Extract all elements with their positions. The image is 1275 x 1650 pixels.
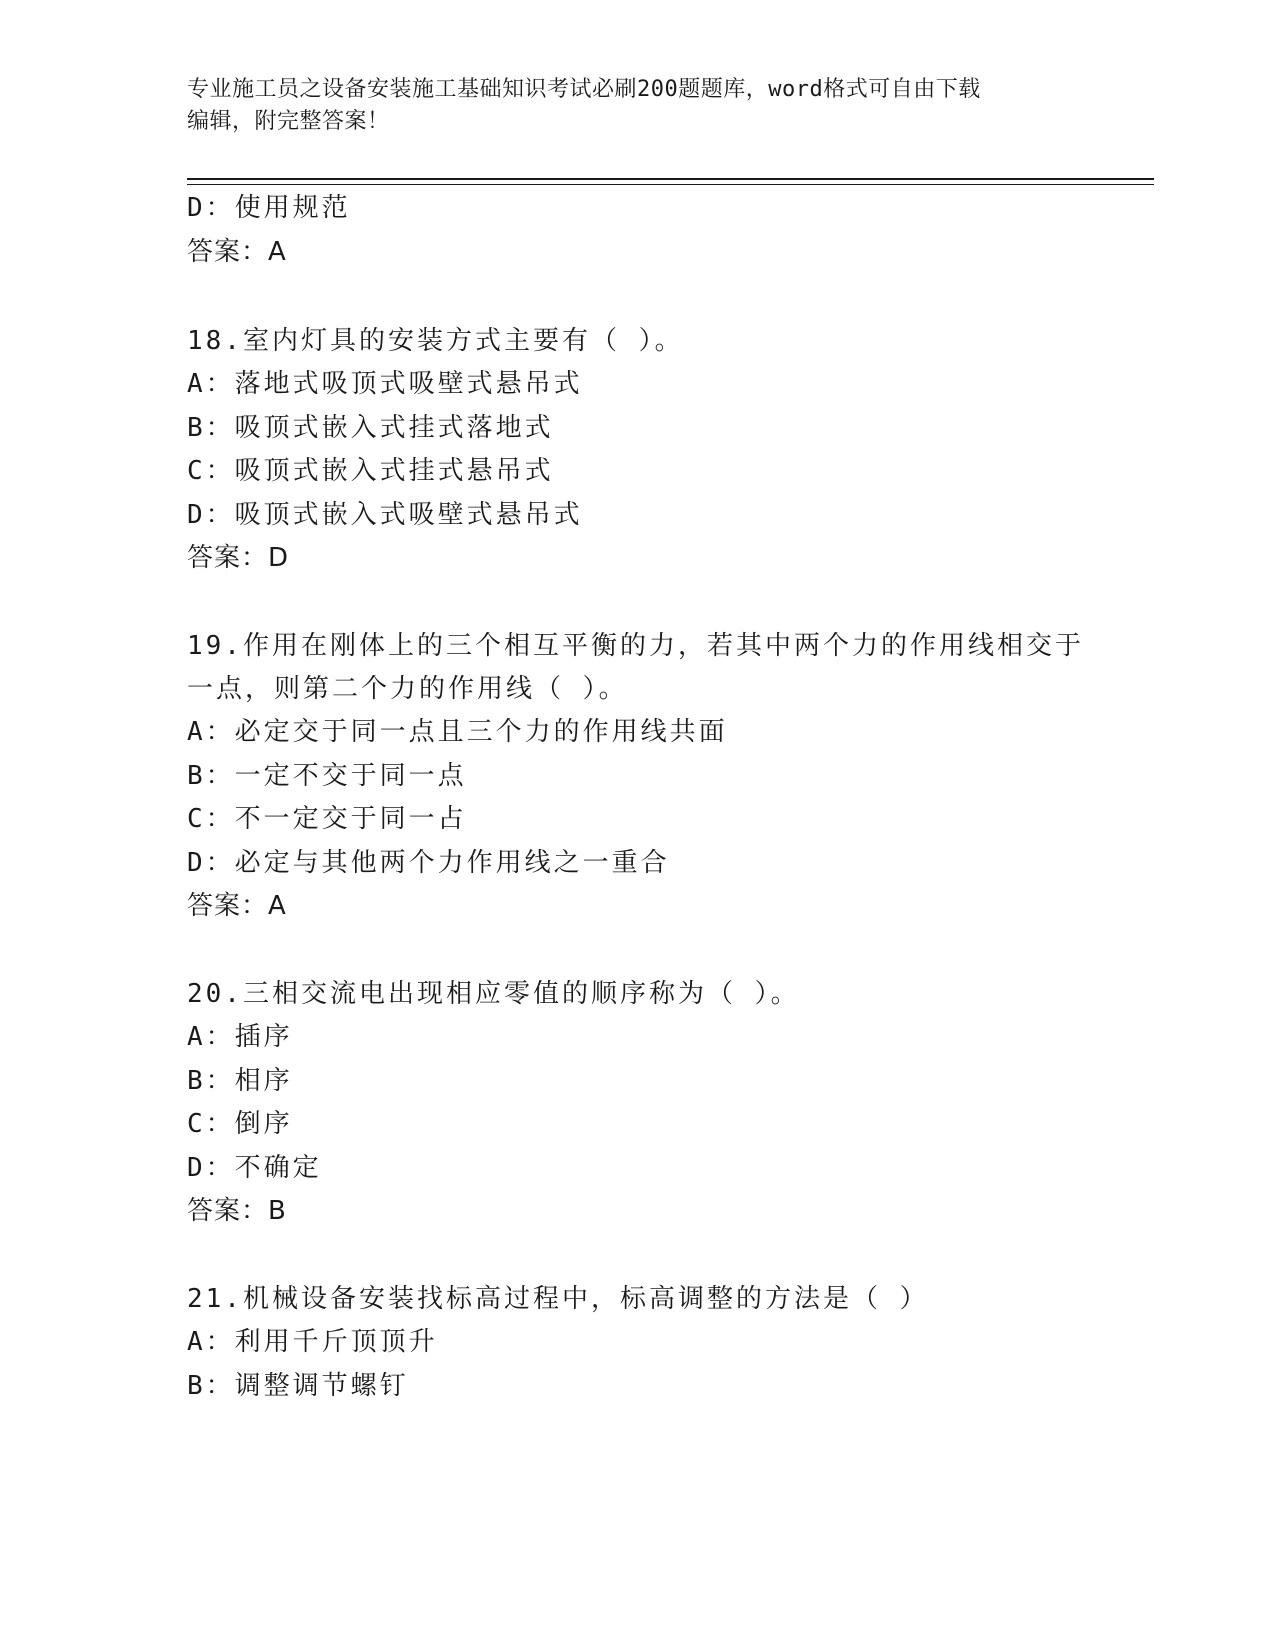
q20-stem: 20.三相交流电出现相应零值的顺序称为（ ）。 [187,979,800,1009]
q19-stem-line-2: 一点，则第二个力的作用线（ ）。 [187,674,628,704]
q21-option-b: B：调整调节螺钉 [187,1371,409,1401]
q21-stem: 21.机械设备安装找标高过程中，标高调整的方法是（ ） [187,1284,929,1314]
q19-stem-line-1: 19.作用在刚体上的三个相互平衡的力，若其中两个力的作用线相交于 [187,631,1084,661]
header-divider-thick [187,178,1154,180]
q17-answer: 答案：A [187,237,287,267]
q18-option-b: B：吸顶式嵌入式挂式落地式 [187,413,554,443]
q18-option-c: C：吸顶式嵌入式挂式悬吊式 [187,456,554,486]
q19-answer: 答案：A [187,891,287,921]
q18-option-d: D：吸顶式嵌入式吸壁式悬吊式 [187,500,583,530]
q18-option-a: A：落地式吸顶式吸壁式悬吊式 [187,369,583,399]
q19-option-b: B：一定不交于同一点 [187,761,467,791]
header-line-1: 专业施工员之设备安装施工基础知识考试必刷200题题库，word格式可自由下载 [187,77,981,102]
q19-option-d: D：必定与其他两个力作用线之一重合 [187,848,670,878]
q20-option-a: A：插序 [187,1022,293,1052]
header-divider-thin [187,184,1154,185]
q18-stem: 18.室内灯具的安装方式主要有（ ）。 [187,326,684,356]
q20-answer: 答案：B [187,1196,287,1226]
q21-option-a: A：利用千斤顶顶升 [187,1327,438,1357]
q20-option-c: C：倒序 [187,1109,293,1139]
q19-option-c: C：不一定交于同一占 [187,804,467,834]
q19-option-a: A：必定交于同一点且三个力的作用线共面 [187,717,728,747]
q20-option-d: D：不确定 [187,1153,322,1183]
q18-answer: 答案：D [187,543,290,573]
q17-option-d: D：使用规范 [187,193,351,223]
header-line-2: 编辑，附完整答案！ [187,109,390,134]
q20-option-b: B：相序 [187,1066,293,1096]
document-header [187,74,1067,138]
